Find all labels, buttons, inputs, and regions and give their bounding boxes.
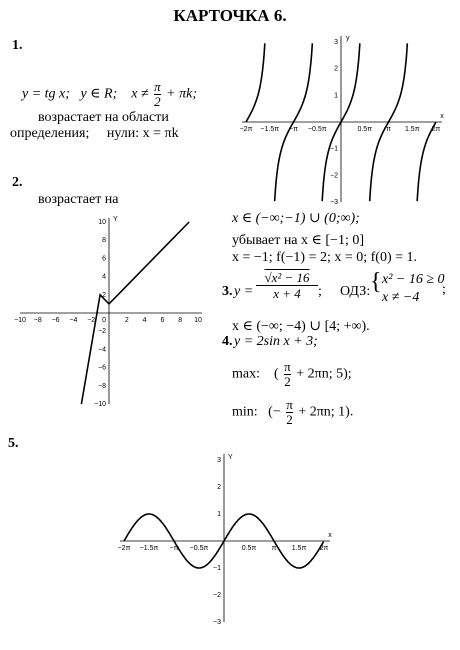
task3-sep: ;: [318, 284, 322, 299]
task4-min: [232, 398, 353, 427]
task4-max-post: + 2πn; 5);: [296, 366, 352, 382]
task3-tail: ;: [442, 282, 446, 297]
y-tick-label: −2: [98, 328, 106, 336]
task2-number: 2.: [12, 175, 23, 190]
y-axis-label: y: [346, 35, 350, 42]
task4-min-num: π: [286, 397, 293, 412]
task3-denominator: x + 4: [256, 285, 318, 301]
x-tick-label: −6: [51, 317, 60, 324]
task4-min-post: + 2πn; 1).: [298, 404, 354, 420]
tan-branch: [246, 43, 265, 122]
x-tick-label: 6: [160, 317, 165, 324]
task1-line3a: определения;: [10, 126, 90, 141]
x-tick-label: −2: [87, 317, 96, 324]
y-tick-label: 3: [334, 39, 338, 46]
y-tick-label: −1: [213, 565, 221, 572]
task2-interval: x ∈ (−∞;−1) ∪ (0;∞);: [232, 211, 360, 226]
y-tick-label: −4: [98, 346, 106, 354]
sine-graph: [116, 454, 338, 626]
task1-formula: [22, 80, 197, 109]
x-tick-label: 8: [178, 317, 183, 324]
task1-number: 1.: [12, 38, 23, 53]
x-tick-label: −π: [169, 545, 179, 552]
x-tick-label: π: [386, 126, 391, 133]
task5-number: 5.: [8, 436, 19, 451]
y-tick-label: 4: [102, 273, 106, 281]
task2-decreasing: убывает на x ∈ [−1; 0]: [232, 233, 364, 248]
task4-min-fraction: [286, 398, 293, 427]
task4-number: 4.: [222, 334, 233, 349]
y-axis-label: Y: [113, 216, 118, 223]
task1-fraction: [154, 80, 161, 109]
y-tick-label: 2: [102, 291, 106, 299]
x-tick-label: 10: [194, 317, 202, 324]
x-tick-label: 1.5π: [291, 545, 307, 552]
y-tick-label: −1: [330, 145, 338, 153]
y-tick-label: 1: [217, 511, 221, 518]
x-tick-label: 2: [124, 317, 129, 324]
y-tick-label: −2: [213, 592, 221, 599]
task4-equation: y = 2sin x + 3;: [234, 334, 318, 349]
task4-min-label: min:: [232, 404, 258, 420]
task1-frac-den: 2: [154, 94, 161, 109]
x-axis-label: x: [440, 113, 444, 120]
y-tick-label: 1: [334, 92, 338, 100]
x-tick-label: −2π: [239, 126, 253, 133]
task1-xne-right: + πk;: [166, 86, 197, 102]
x-tick-label: 2π: [431, 126, 441, 133]
y-axis-label: Y: [228, 454, 233, 461]
task1-xne: x ≠: [131, 86, 149, 102]
task4-max-pre: (: [274, 366, 279, 382]
system-brace: {: [370, 269, 382, 295]
x-tick-label: −8: [33, 317, 42, 324]
task4-min-den: 2: [286, 412, 293, 427]
x-tick-label: 0.5π: [241, 545, 257, 552]
task3-y: y =: [234, 284, 254, 299]
task3-cond2: x ≠ −4: [382, 290, 420, 305]
task1-frac-num: π: [154, 79, 161, 94]
y-tick-label: 3: [217, 457, 221, 464]
x-axis-label: x: [328, 532, 332, 539]
x-tick-label: 4: [142, 317, 147, 324]
task3-answer: x ∈ (−∞; −4) ∪ [4; +∞).: [232, 319, 370, 334]
card-title: КАРТОЧКА 6.: [173, 6, 287, 25]
y-tick-label: −8: [98, 382, 106, 390]
x-tick-label: −1.5π: [260, 126, 280, 133]
task4-max-label: max:: [232, 366, 260, 382]
task2-line1: возрастает на: [38, 192, 119, 207]
tan-graph: [238, 35, 450, 208]
y-tick-label: −3: [330, 199, 338, 206]
x-tick-label: −0.5π: [189, 545, 209, 552]
task3-fraction: [256, 270, 318, 301]
x-tick-label: 2π: [319, 545, 329, 552]
y-tick-label: −3: [213, 619, 221, 626]
x-tick-label: −1.5π: [139, 545, 159, 552]
task3-numerator: √x² − 16: [264, 270, 310, 285]
tan-branch: [417, 122, 436, 201]
x-tick-label: 1.5π: [404, 126, 420, 133]
x-tick-label: 0.5π: [357, 126, 373, 133]
task4-max-fraction: [284, 360, 291, 389]
task1-y: y = tg x;: [22, 86, 70, 102]
x-tick-label: −0.5π: [307, 126, 327, 133]
task2-points: x = −1; f(−1) = 2; x = 0; f(0) = 1.: [232, 250, 418, 265]
x-tick-label: −π: [289, 126, 298, 133]
task1-domain: y ∈ R;: [80, 86, 118, 102]
y-tick-label: 6: [102, 255, 106, 263]
task1-line3b: нули: x = πk: [106, 126, 179, 141]
task4-max-num: π: [284, 359, 291, 374]
piecewise-graph: [14, 214, 204, 414]
y-tick-label: 2: [334, 65, 338, 73]
task4-min-pre: (−: [268, 404, 281, 420]
y-tick-label: −2: [330, 172, 338, 180]
y-tick-label: 2: [217, 484, 221, 491]
task4-max-den: 2: [284, 374, 291, 389]
x-tick-label: −10: [14, 317, 26, 324]
task3-odz: ОДЗ:: [340, 284, 371, 299]
task1-line2: возрастает на области: [38, 110, 169, 125]
y-tick-label: 8: [102, 237, 106, 245]
x-tick-label: −4: [69, 317, 78, 324]
y-tick-label: −6: [98, 364, 106, 372]
x-tick-label: π: [271, 545, 277, 552]
task4-max: [232, 360, 352, 389]
x-tick-label: −2π: [117, 545, 131, 552]
y-tick-label: 10: [98, 219, 106, 226]
task3-cond1: x² − 16 ≥ 0: [382, 272, 445, 287]
task1-line3: [10, 126, 179, 142]
y-tick-label: −10: [94, 401, 106, 408]
x-tick-label: 0: [102, 317, 106, 324]
task3-number: 3.: [222, 284, 233, 299]
